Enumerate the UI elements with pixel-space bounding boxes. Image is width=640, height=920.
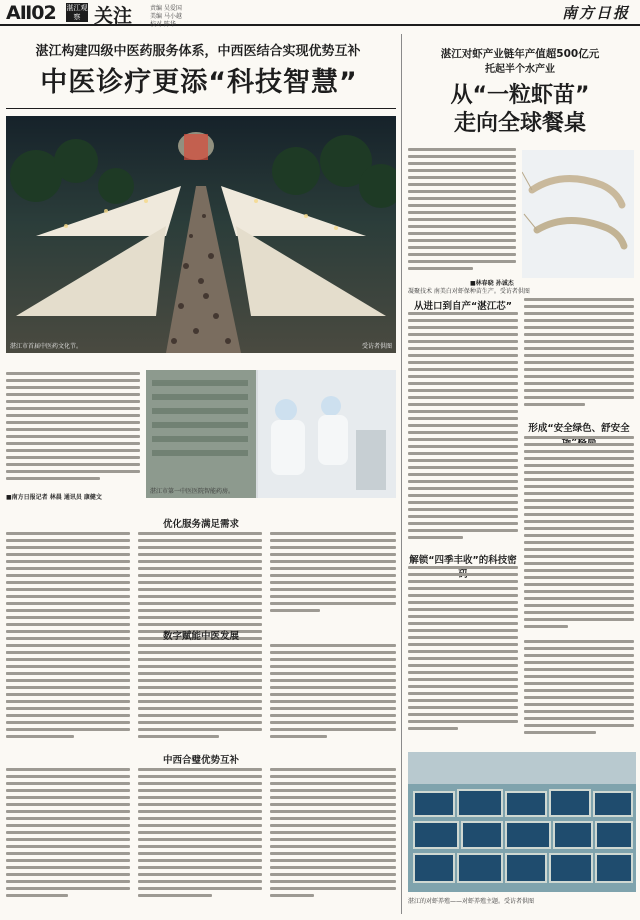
right-kicker-2: 托起半个水产业: [485, 64, 555, 75]
pond-caption: 湛江的对虾养殖——对虾养殖主题。受访者供图: [408, 898, 535, 905]
left-col3-b: [270, 644, 396, 744]
left-section1-title: 优化服务满足需求: [162, 519, 239, 530]
right-col2-a: [524, 298, 634, 416]
divider: [6, 108, 396, 109]
editor-line: 责编 吴爱国: [150, 5, 182, 12]
masthead: [0, 0, 640, 26]
right-section2-title: 解锁“四季丰收”的科技密: [409, 555, 517, 566]
left-subhead: 湛江构建四级中医药服务体系，中西医结合实现优势互补: [35, 44, 361, 59]
lab-caption: 湛江市第一中医医院智能药房。: [150, 488, 235, 495]
left-headline: 中医诊疗更添“科技智慧”: [40, 67, 358, 98]
shrimp-pond-photo: [408, 752, 636, 892]
right-section3-title: 形成“安全绿色、舒安全: [528, 423, 630, 434]
festival-photo: [6, 116, 396, 353]
section-name: 关注: [94, 5, 133, 27]
editor-meta: [150, 5, 182, 29]
left-section3-title: 中西合璧优势互补: [162, 755, 239, 766]
left-byline: ■南方日报记者 林晨 通讯员 康健文: [6, 494, 102, 501]
page-number: AⅡ02: [6, 2, 56, 24]
proofreader-line: 校对 陈华: [150, 21, 176, 28]
left-col1-b: [6, 644, 130, 744]
left-col2-c: [138, 768, 262, 908]
left-intro-text: [6, 372, 140, 490]
left-col3-c: [270, 768, 396, 908]
section-box: 湛江观察: [66, 4, 88, 21]
right-col2-b: [524, 436, 634, 636]
right-headline-1: 从“一粒虾苗”: [450, 83, 590, 108]
right-col2-c: [524, 640, 634, 746]
right-section1-title: 从进口到自产“湛江芯”: [414, 301, 512, 312]
paper-logo: 南方日报: [561, 4, 630, 22]
photo-caption: 湛江市首届中医药文化节。: [10, 343, 83, 350]
shrimp-caption: 凝聚技术 南美白对虾保种苗生产。受访者供图: [408, 288, 530, 295]
designer-line: 美编 马小越: [150, 13, 182, 20]
left-col1-c: [6, 768, 130, 908]
left-col3-a: [270, 532, 396, 622]
left-section2-title: 数字赋能中医发展: [162, 631, 239, 642]
right-byline: ■林春晓 孙诚杰: [470, 280, 514, 287]
right-col1-a: [408, 312, 518, 548]
photo-credit: 受访者供图: [361, 343, 392, 350]
pharmacy-photo: [146, 370, 396, 498]
left-col2-b: [138, 644, 262, 744]
right-intro-text: [408, 148, 516, 276]
right-headline-2: 走向全球餐桌: [453, 111, 586, 136]
story-divider: [401, 34, 402, 914]
shrimp-photo: [522, 150, 634, 278]
right-kicker-1: 湛江对虾产业链年产值超500亿元: [440, 48, 600, 60]
right-col1-b: [408, 566, 518, 746]
